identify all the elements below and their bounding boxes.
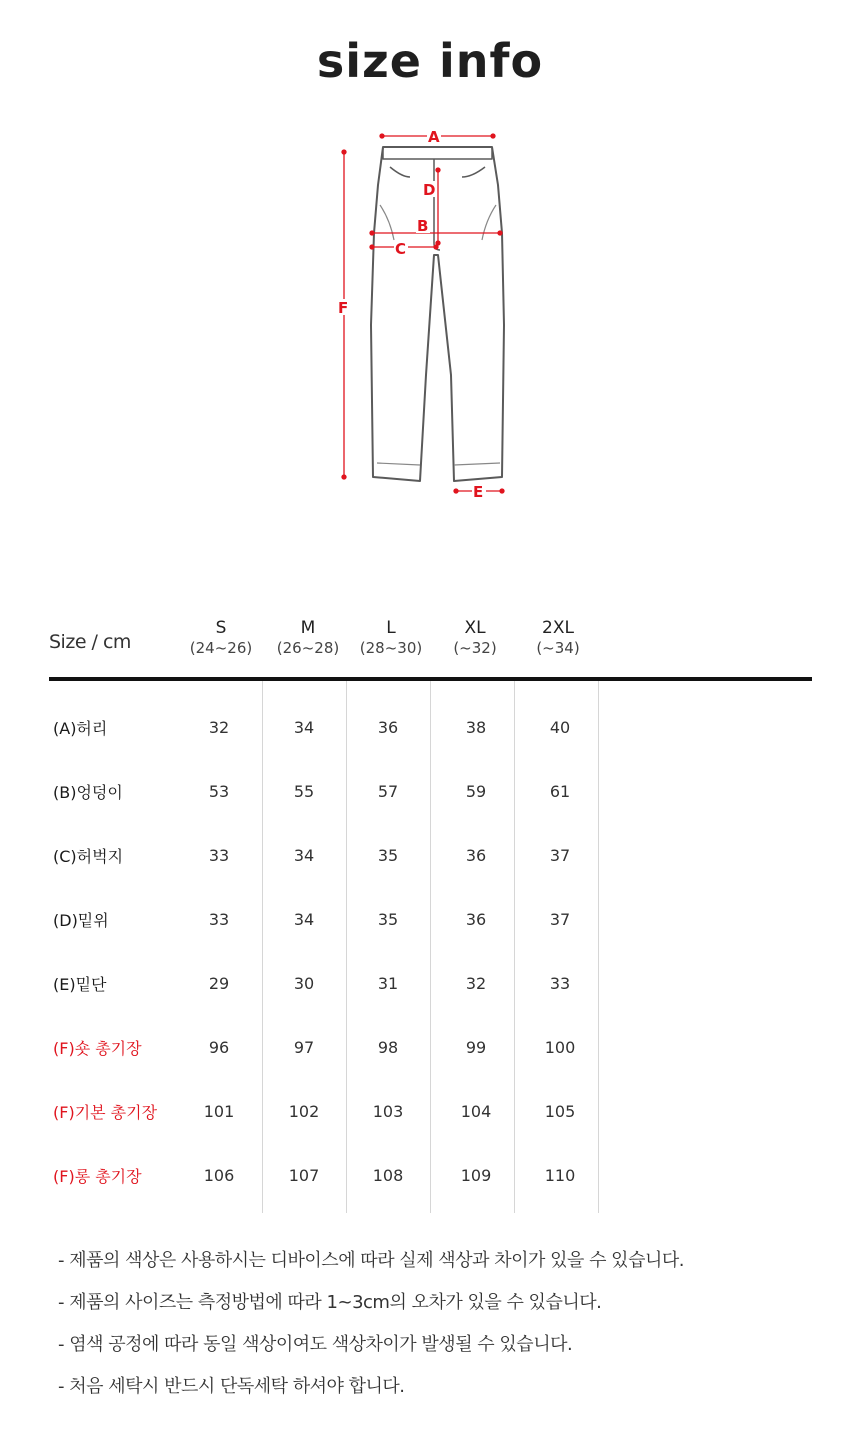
note-item: - 염색 공정에 따라 동일 색상이여도 색상차이가 발생될 수 있습니다. (58, 1334, 573, 1355)
table-row (0, 972, 860, 1036)
column-size: S (215, 618, 227, 638)
column-range: (24~26) (189, 639, 253, 657)
cell-value: 96 (208, 1038, 230, 1057)
cell-value: 32 (208, 718, 230, 737)
cell-value: 31 (377, 974, 399, 993)
table-row (0, 1100, 860, 1164)
row-label: (F)숏 총기장 (53, 1039, 142, 1058)
table-row (0, 716, 860, 780)
table-row (0, 844, 860, 908)
cell-value: 104 (460, 1102, 492, 1121)
cell-value: 59 (465, 782, 487, 801)
column-range: (28~30) (359, 639, 423, 657)
cell-value: 34 (293, 910, 315, 929)
column-header-xl (435, 618, 515, 658)
cell-value: 37 (549, 910, 571, 929)
pants-diagram (330, 125, 530, 505)
cell-value: 100 (544, 1038, 576, 1057)
label-f: F (338, 299, 349, 317)
label-d: D (423, 181, 436, 199)
cell-value: 99 (465, 1038, 487, 1057)
column-header-m (268, 618, 348, 658)
column-size: M (300, 618, 316, 638)
cell-value: 36 (377, 718, 399, 737)
cell-value: 36 (465, 846, 487, 865)
cell-value: 110 (544, 1166, 576, 1185)
note-item: - 제품의 색상은 사용하시는 디바이스에 따라 실제 색상과 차이가 있을 수 있습니다. (58, 1250, 684, 1271)
cell-value: 101 (203, 1102, 235, 1121)
cell-value: 97 (293, 1038, 315, 1057)
care-notes (58, 1248, 838, 1416)
cell-value: 55 (293, 782, 315, 801)
note-item: - 제품의 사이즈는 측정방법에 따라 1~3cm의 오차가 있을 수 있습니다. (58, 1292, 602, 1313)
cell-value: 40 (549, 718, 571, 737)
note-item: - 처음 세탁시 반드시 단독세탁 하셔야 합니다. (58, 1376, 405, 1397)
cell-value: 29 (208, 974, 230, 993)
column-range: (~34) (536, 639, 580, 657)
table-row (0, 1036, 860, 1100)
cell-value: 36 (465, 910, 487, 929)
column-header-l (351, 618, 431, 658)
label-c: C (395, 240, 407, 258)
cell-value: 107 (288, 1166, 320, 1185)
column-size: L (386, 618, 396, 638)
table-row (0, 908, 860, 972)
row-label: (B)엉덩이 (53, 783, 123, 802)
label-b: B (417, 217, 429, 235)
cell-value: 32 (465, 974, 487, 993)
row-label: (F)롱 총기장 (53, 1167, 142, 1186)
column-size: 2XL (542, 618, 574, 638)
cell-value: 34 (293, 718, 315, 737)
cell-value: 106 (203, 1166, 235, 1185)
cell-value: 34 (293, 846, 315, 865)
unit-label: Size / cm (49, 631, 131, 653)
row-label: (A)허리 (53, 719, 108, 738)
cell-value: 37 (549, 846, 571, 865)
cell-value: 102 (288, 1102, 320, 1121)
cell-value: 61 (549, 782, 571, 801)
cell-value: 105 (544, 1102, 576, 1121)
cell-value: 108 (372, 1166, 404, 1185)
row-label: (F)기본 총기장 (53, 1103, 158, 1122)
cell-value: 103 (372, 1102, 404, 1121)
cell-value: 33 (549, 974, 571, 993)
page-title: size info (316, 34, 544, 88)
cell-value: 38 (465, 718, 487, 737)
column-size: XL (464, 618, 486, 638)
table-row (0, 780, 860, 844)
cell-value: 109 (460, 1166, 492, 1185)
cell-value: 53 (208, 782, 230, 801)
cell-value: 57 (377, 782, 399, 801)
label-a: A (428, 128, 440, 146)
column-range: (26~28) (276, 639, 340, 657)
row-label: (C)허벅지 (53, 847, 124, 866)
cell-value: 33 (208, 910, 230, 929)
row-label: (D)밑위 (53, 911, 109, 930)
cell-value: 98 (377, 1038, 399, 1057)
cell-value: 35 (377, 910, 399, 929)
column-range: (~32) (453, 639, 497, 657)
column-header-s (181, 618, 261, 658)
cell-value: 30 (293, 974, 315, 993)
cell-value: 35 (377, 846, 399, 865)
row-label: (E)밑단 (53, 975, 107, 994)
column-header-2xl (518, 618, 598, 658)
table-row (0, 1164, 860, 1228)
cell-value: 33 (208, 846, 230, 865)
label-e: E (473, 483, 484, 501)
